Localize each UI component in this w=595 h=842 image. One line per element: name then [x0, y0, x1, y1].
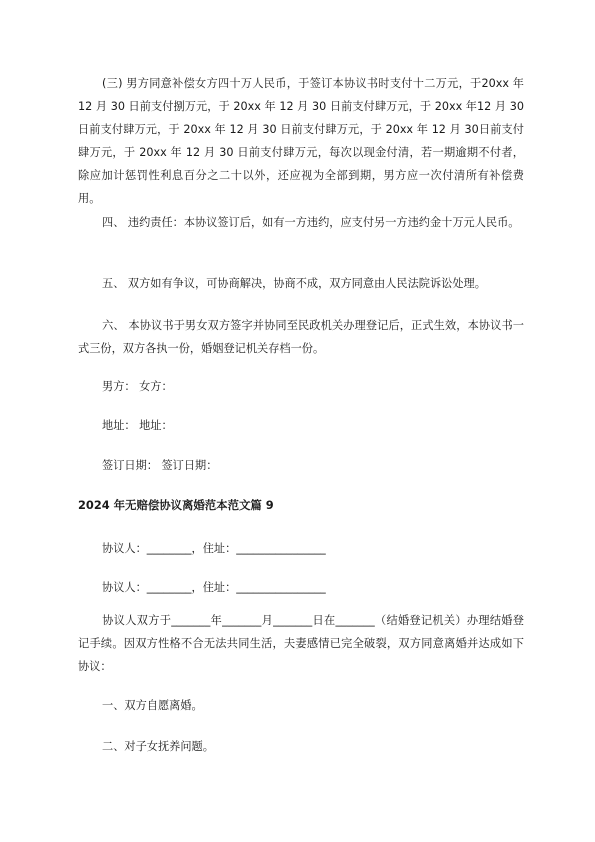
signature-parties: 男方： 女方：	[102, 380, 173, 393]
item-1: 一、双方自愿离婚。	[102, 699, 203, 712]
clause-6-effect	[78, 314, 524, 360]
clause-3-text: (三) 男方同意补偿女方四十万人民币，于签订本协议书时支付十二万元，于20xx 年 12 月 30 日前支付捌万元，于 20xx 年 12 月 30 日前支付肆万元，于 20xx 年12 月 30 日前支付肆万元，于 20xx 年 12 月 30 日前支付肆万元，于 20xx 年 12 月 30日前支付肆万元，于 20xx 年 12 月 30 日前支付肆万元，每次以现金付清，若一期逾期不付者，除应加计惩罚性利息百分之二十以外，还应视为全部到期，男方应一次付清所有补偿费用。	[78, 77, 524, 205]
clause-5-text: 五、 双方如有争议，可协商解决，协商不成，双方同意由人民法院诉讼处理。	[102, 277, 486, 290]
item-2: 二、对子女抚养问题。	[102, 740, 214, 753]
clause-6-text: 六、 本协议书于男女双方签字并协同至民政机关办理登记后，正式生效，本协议书一式三份，双方各执一份，婚姻登记机关存档一份。	[78, 319, 524, 355]
clause-4-breach	[78, 211, 524, 234]
agreement-intro-text: 协议人双方于_______年_______月_______日在_______（结婚登记机关）办理结婚登记手续。因双方性格不合无法共同生活，夫妻感情已完全破裂，双方同意离婚并达成如下协议：	[78, 614, 524, 673]
clause-3-compensation	[78, 72, 524, 210]
party-1-line: 协议人：________，住址：________________	[102, 542, 326, 555]
party-2-line: 协议人：________，住址：________________	[102, 581, 326, 594]
agreement-intro	[78, 609, 524, 678]
clause-4-text: 四、 违约责任：本协议签订后，如有一方违约，应支付另一方违约金十万元人民币。	[102, 216, 520, 229]
section-title: 2024 年无赔偿协议离婚范本范文篇 9	[78, 498, 274, 512]
signature-address: 地址： 地址：	[102, 419, 173, 432]
clause-5-dispute	[78, 272, 524, 295]
signature-date: 签订日期： 签订日期：	[102, 459, 218, 472]
